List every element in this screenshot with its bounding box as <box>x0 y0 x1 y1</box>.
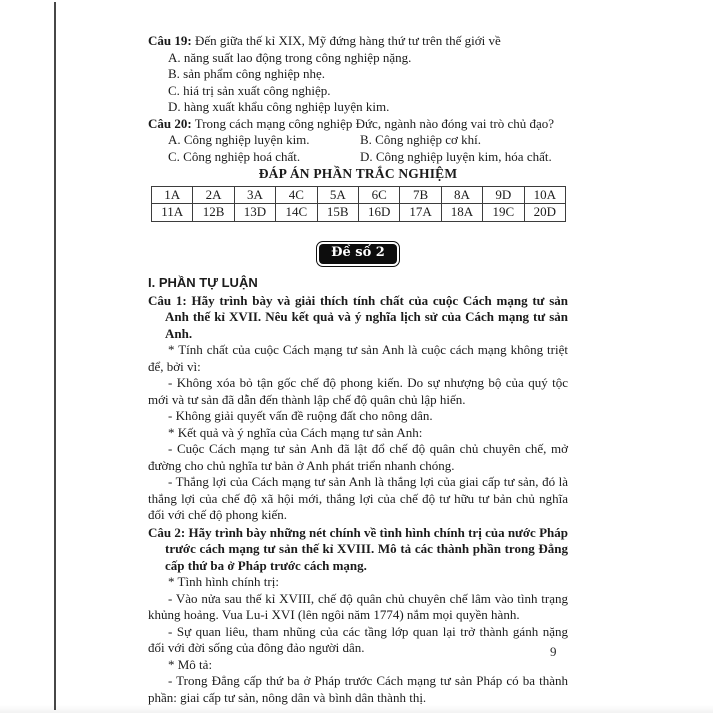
table-cell: 10A <box>524 186 565 204</box>
question-20-option-b: B. Công nghiệp cơ khí. <box>360 132 481 147</box>
table-row <box>152 204 566 222</box>
table-cell: 19C <box>483 204 524 222</box>
question-19-option-a: A. năng suất lao động trong công nghiệp nặng. <box>168 49 412 65</box>
essay-question-2-prompt-text: Hãy trình bày những nét chính về tình hình chính trị của nước Pháp trước cách mạng tư sản thế kỉ XVIII. Mô tả các thành phần trong Đẳng cấp thứ ba ở Pháp trước cách mạng. <box>165 524 568 573</box>
essay-paragraph: * Tình hình chính trị: <box>168 574 279 589</box>
table-cell: 8A <box>441 186 482 204</box>
essay-paragraph: - Trong Đẳng cấp thứ ba ở Pháp trước Cách mạng tư sản Pháp có ba thành phần: giai cấp tư sản, nông dân và bình dân thành thị. <box>148 673 568 705</box>
essay-section-heading: I. PHẦN TỰ LUẬN <box>148 275 258 290</box>
table-cell: 3A <box>234 186 275 204</box>
essay-question-1 <box>148 293 568 524</box>
table-cell: 16D <box>358 204 399 222</box>
question-19-options <box>148 50 568 116</box>
question-20 <box>148 116 568 166</box>
essay-question-1-label: Câu 1: <box>148 292 187 308</box>
question-20-head <box>148 116 568 133</box>
question-19-label: Câu 19: <box>148 33 192 48</box>
table-cell: 9D <box>483 186 524 204</box>
essay-question-1-prompt <box>148 293 568 343</box>
essay-question-2-label: Câu 2: <box>148 524 186 540</box>
answer-key-table <box>151 186 566 222</box>
question-20-options <box>148 132 568 165</box>
essay-paragraph: * Mô tả: <box>168 656 213 672</box>
table-cell: 17A <box>400 204 441 222</box>
table-cell: 15B <box>317 204 358 222</box>
question-19-option-d: D. hàng xuất khẩu công nghiệp luyện kim. <box>168 99 390 114</box>
exam-set-badge-row <box>148 241 568 268</box>
exam-set-badge <box>316 241 400 268</box>
table-cell: 1A <box>152 186 193 204</box>
page-number: 9 <box>550 644 557 659</box>
table-cell: 13D <box>234 204 275 222</box>
table-cell: 18A <box>441 204 482 222</box>
essay-paragraph: - Vào nửa sau thế kỉ XVIII, chế độ quân chủ chuyên chế lâm vào tình trạng khủng hoảng. Vua Lu-i XVI (lên ngôi năm 1774) nắm mọi quyền hành. <box>148 590 568 622</box>
essay-paragraph: - Sự quan liêu, tham nhũng của các tầng lớp quan lại trở thành gánh nặng đối với đời sống của đông đảo người dân. <box>148 623 568 655</box>
table-cell: 5A <box>317 186 358 204</box>
essay-question-2-prompt <box>148 525 568 575</box>
scan-bottom-shadow <box>0 705 713 713</box>
question-19-text: Đến giữa thế kỉ XIX, Mỹ đứng hàng thứ tư trên thế giới về <box>194 33 501 48</box>
table-cell: 4C <box>276 186 317 204</box>
essay-paragraph: - Cuộc Cách mạng tư sản Anh đã lật đổ chế độ quân chủ chuyên chế, mở đường cho chủ nghĩa tư bản ở Anh phát triển nhanh chóng. <box>148 441 568 473</box>
essay-paragraph: * Tính chất của cuộc Cách mạng tư sản Anh là cuộc cách mạng không triệt để, bởi vì: <box>148 342 568 374</box>
table-row <box>152 186 566 204</box>
essay-paragraph: * Kết quả và ý nghĩa của Cách mạng tư sản Anh: <box>168 424 423 440</box>
question-20-option-d: D. Công nghiệp luyện kim, hóa chất. <box>360 148 552 164</box>
question-20-option-c: C. Công nghiệp hoá chất. <box>168 148 301 164</box>
page-edge-rule <box>54 2 56 710</box>
table-cell: 11A <box>152 204 193 222</box>
answer-key-title: ĐÁP ÁN PHẦN TRẮC NGHIỆM <box>258 166 458 181</box>
page-content <box>148 33 568 706</box>
question-20-option-a: A. Công nghiệp luyện kim. <box>168 132 310 147</box>
essay-question-2 <box>148 525 568 707</box>
question-19-head <box>148 33 568 50</box>
table-cell: 6C <box>358 186 399 204</box>
exam-set-badge-label: Đề số 2 <box>319 244 397 265</box>
table-cell: 14C <box>276 204 317 222</box>
essay-paragraph: - Thắng lợi của Cách mạng tư sản Anh là thắng lợi của giai cấp tư sản, đó là thắng lợi của chế độ xã hội mới, thắng lợi của chế độ tư hữu tư bản chủ nghĩa đối với chế độ phong kiến. <box>148 474 568 522</box>
question-20-label: Câu 20: <box>148 115 192 131</box>
table-cell: 2A <box>193 186 234 204</box>
table-cell: 12B <box>193 204 234 222</box>
essay-paragraph: - Không xóa bỏ tận gốc chế độ phong kiến. Do sự nhượng bộ của quý tộc mới và tư sản đã dẫn đến thành lập chế độ quân chủ lập hiến. <box>148 375 568 407</box>
question-19-option-c: C. hiá trị sản xuất công nghiệp. <box>168 82 331 98</box>
table-cell: 20D <box>524 204 565 222</box>
essay-paragraph: - Không giải quyết vấn đề ruộng đất cho nông dân. <box>168 408 433 423</box>
question-20-text: Trong cách mạng công nghiệp Đức, ngành nào đóng vai trò chủ đạo? <box>194 115 555 131</box>
question-19-option-b: B. sản phẩm công nghiệp nhẹ. <box>168 66 326 81</box>
question-19 <box>148 33 568 116</box>
table-cell: 7B <box>400 186 441 204</box>
essay-question-1-prompt-text: Hãy trình bày và giải thích tính chất của cuộc Cách mạng tư sản Anh thế kỉ XVII. Nêu kết quả và ý nghĩa lịch sử của Cách mạng tư sản Anh. <box>165 292 569 341</box>
